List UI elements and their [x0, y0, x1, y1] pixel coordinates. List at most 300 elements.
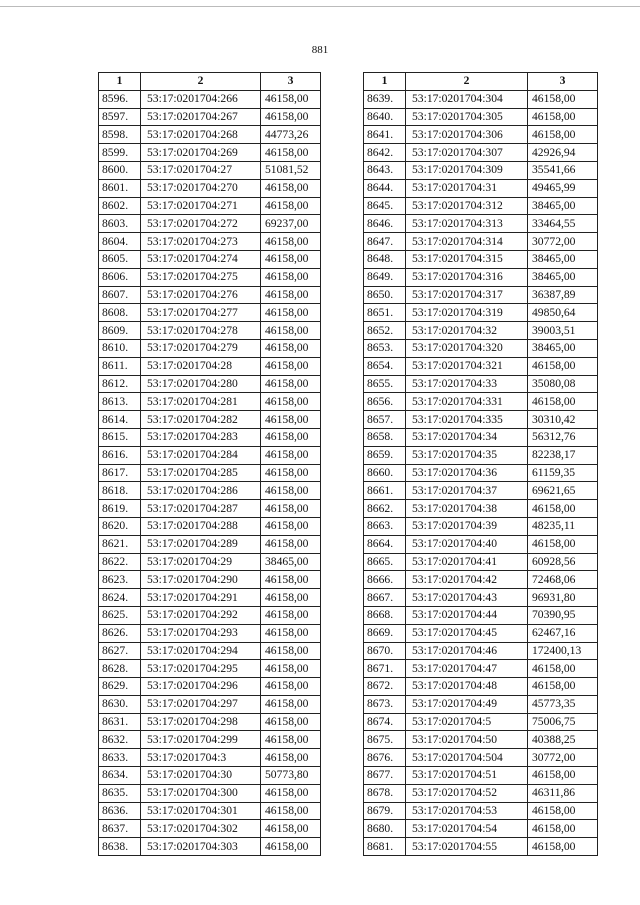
- left-header-col-2: 2: [141, 73, 261, 91]
- table-row: [364, 517, 598, 535]
- right-table: [363, 72, 598, 856]
- cadastral-value: 49850,64: [528, 304, 598, 322]
- table-row: [99, 197, 321, 215]
- cadastral-number: 53:17:0201704:321: [406, 357, 528, 375]
- row-number: 8654.: [364, 357, 406, 375]
- row-number: 8625.: [99, 606, 141, 624]
- table-row: [364, 820, 598, 838]
- cadastral-value: 46158,00: [528, 90, 598, 108]
- cadastral-value: 75006,75: [528, 713, 598, 731]
- row-number: 8673.: [364, 695, 406, 713]
- row-number: 8634.: [99, 767, 141, 785]
- cadastral-value: 172400,13: [528, 642, 598, 660]
- table-row: [364, 553, 598, 571]
- table-row: [364, 446, 598, 464]
- row-number: 8644.: [364, 179, 406, 197]
- row-number: 8668.: [364, 606, 406, 624]
- cadastral-value: 46158,00: [528, 678, 598, 696]
- cadastral-number: 53:17:0201704:32: [406, 322, 528, 340]
- cadastral-value: 46158,00: [261, 500, 321, 518]
- cadastral-number: 53:17:0201704:43: [406, 589, 528, 607]
- table-row: [364, 197, 598, 215]
- cadastral-number: 53:17:0201704:285: [141, 464, 261, 482]
- row-number: 8677.: [364, 767, 406, 785]
- row-number: 8630.: [99, 695, 141, 713]
- row-number: 8658.: [364, 428, 406, 446]
- row-number: 8663.: [364, 517, 406, 535]
- table-row: [364, 571, 598, 589]
- left-header-col-1: 1: [99, 73, 141, 91]
- row-number: 8680.: [364, 820, 406, 838]
- table-row: [99, 624, 321, 642]
- cadastral-number: 53:17:0201704:34: [406, 428, 528, 446]
- cadastral-value: 46158,00: [528, 108, 598, 126]
- cadastral-value: 46158,00: [261, 411, 321, 429]
- table-row: [364, 428, 598, 446]
- table-row: [99, 126, 321, 144]
- table-row: [364, 624, 598, 642]
- table-row: [99, 695, 321, 713]
- cadastral-number: 53:17:0201704:272: [141, 215, 261, 233]
- cadastral-value: 46158,00: [528, 357, 598, 375]
- cadastral-number: 53:17:0201704:44: [406, 606, 528, 624]
- cadastral-value: 96931,80: [528, 589, 598, 607]
- cadastral-value: 46158,00: [261, 304, 321, 322]
- table-row: [99, 286, 321, 304]
- row-number: 8627.: [99, 642, 141, 660]
- row-number: 8656.: [364, 393, 406, 411]
- cadastral-value: 46158,00: [261, 446, 321, 464]
- cadastral-number: 53:17:0201704:275: [141, 268, 261, 286]
- row-number: 8678.: [364, 784, 406, 802]
- table-row: [364, 642, 598, 660]
- table-row: [364, 767, 598, 785]
- cadastral-number: 53:17:0201704:299: [141, 731, 261, 749]
- table-row: [364, 126, 598, 144]
- row-number: 8652.: [364, 322, 406, 340]
- cadastral-value: 46158,00: [261, 535, 321, 553]
- row-number: 8640.: [364, 108, 406, 126]
- row-number: 8615.: [99, 428, 141, 446]
- row-number: 8666.: [364, 571, 406, 589]
- cadastral-number: 53:17:0201704:304: [406, 90, 528, 108]
- row-number: 8606.: [99, 268, 141, 286]
- cadastral-value: 46158,00: [261, 482, 321, 500]
- table-row: [364, 250, 598, 268]
- cadastral-value: 30310,42: [528, 411, 598, 429]
- cadastral-value: 35541,66: [528, 161, 598, 179]
- row-number: 8648.: [364, 250, 406, 268]
- row-number: 8651.: [364, 304, 406, 322]
- cadastral-number: 53:17:0201704:316: [406, 268, 528, 286]
- cadastral-value: 46158,00: [528, 393, 598, 411]
- table-row: [99, 215, 321, 233]
- table-row: [99, 500, 321, 518]
- cadastral-number: 53:17:0201704:36: [406, 464, 528, 482]
- cadastral-value: 50773,80: [261, 767, 321, 785]
- cadastral-number: 53:17:0201704:294: [141, 642, 261, 660]
- cadastral-value: 46158,00: [528, 767, 598, 785]
- cadastral-value: 46158,00: [261, 802, 321, 820]
- cadastral-number: 53:17:0201704:290: [141, 571, 261, 589]
- cadastral-number: 53:17:0201704:270: [141, 179, 261, 197]
- cadastral-value: 44773,26: [261, 126, 321, 144]
- table-row: [99, 838, 321, 856]
- table-row: [99, 179, 321, 197]
- cadastral-value: 46158,00: [528, 820, 598, 838]
- cadastral-value: 51081,52: [261, 161, 321, 179]
- cadastral-number: 53:17:0201704:46: [406, 642, 528, 660]
- row-number: 8664.: [364, 535, 406, 553]
- cadastral-value: 46158,00: [261, 678, 321, 696]
- cadastral-number: 53:17:0201704:27: [141, 161, 261, 179]
- cadastral-value: 46158,00: [261, 250, 321, 268]
- table-row: [364, 660, 598, 678]
- cadastral-number: 53:17:0201704:30: [141, 767, 261, 785]
- cadastral-value: 46158,00: [261, 517, 321, 535]
- table-row: [364, 749, 598, 767]
- table-row: [99, 482, 321, 500]
- table-row: [99, 375, 321, 393]
- table-row: [99, 678, 321, 696]
- cadastral-number: 53:17:0201704:319: [406, 304, 528, 322]
- cadastral-value: 61159,35: [528, 464, 598, 482]
- cadastral-value: 35080,08: [528, 375, 598, 393]
- cadastral-number: 53:17:0201704:331: [406, 393, 528, 411]
- row-number: 8613.: [99, 393, 141, 411]
- table-row: [364, 90, 598, 108]
- row-number: 8641.: [364, 126, 406, 144]
- table-row: [99, 393, 321, 411]
- cadastral-value: 46158,00: [261, 713, 321, 731]
- table-row: [99, 535, 321, 553]
- row-number: 8626.: [99, 624, 141, 642]
- cadastral-number: 53:17:0201704:296: [141, 678, 261, 696]
- table-row: [364, 339, 598, 357]
- cadastral-number: 53:17:0201704:39: [406, 517, 528, 535]
- cadastral-value: 46158,00: [261, 268, 321, 286]
- cadastral-value: 46158,00: [261, 357, 321, 375]
- cadastral-number: 53:17:0201704:281: [141, 393, 261, 411]
- cadastral-number: 53:17:0201704:313: [406, 215, 528, 233]
- left-table: [98, 72, 321, 856]
- row-number: 8602.: [99, 197, 141, 215]
- row-number: 8599.: [99, 144, 141, 162]
- cadastral-value: 30772,00: [528, 749, 598, 767]
- table-row: [99, 108, 321, 126]
- cadastral-number: 53:17:0201704:287: [141, 500, 261, 518]
- table-row: [364, 464, 598, 482]
- cadastral-value: 72468,06: [528, 571, 598, 589]
- table-row: [99, 731, 321, 749]
- cadastral-number: 53:17:0201704:54: [406, 820, 528, 838]
- cadastral-number: 53:17:0201704:302: [141, 820, 261, 838]
- table-row: [364, 784, 598, 802]
- cadastral-number: 53:17:0201704:277: [141, 304, 261, 322]
- row-number: 8661.: [364, 482, 406, 500]
- table-row: [99, 767, 321, 785]
- table-row: [99, 446, 321, 464]
- cadastral-number: 53:17:0201704:45: [406, 624, 528, 642]
- cadastral-value: 46158,00: [261, 393, 321, 411]
- cadastral-value: 46158,00: [528, 838, 598, 856]
- row-number: 8623.: [99, 571, 141, 589]
- row-number: 8669.: [364, 624, 406, 642]
- row-number: 8675.: [364, 731, 406, 749]
- row-number: 8621.: [99, 535, 141, 553]
- cadastral-value: 60928,56: [528, 553, 598, 571]
- table-row: [99, 339, 321, 357]
- table-row: [99, 90, 321, 108]
- cadastral-value: 46158,00: [528, 660, 598, 678]
- cadastral-value: 46158,00: [261, 108, 321, 126]
- cadastral-number: 53:17:0201704:271: [141, 197, 261, 215]
- row-number: 8616.: [99, 446, 141, 464]
- cadastral-number: 53:17:0201704:300: [141, 784, 261, 802]
- table-row: [364, 393, 598, 411]
- cadastral-value: 39003,51: [528, 322, 598, 340]
- table-row: [99, 411, 321, 429]
- cadastral-value: 46158,00: [528, 126, 598, 144]
- cadastral-number: 53:17:0201704:284: [141, 446, 261, 464]
- cadastral-number: 53:17:0201704:292: [141, 606, 261, 624]
- cadastral-value: 46311,86: [528, 784, 598, 802]
- table-row: [99, 784, 321, 802]
- cadastral-value: 45773,35: [528, 695, 598, 713]
- table-row: [364, 589, 598, 607]
- cadastral-number: 53:17:0201704:288: [141, 517, 261, 535]
- table-row: [99, 553, 321, 571]
- table-row: [99, 571, 321, 589]
- cadastral-value: 30772,00: [528, 233, 598, 251]
- cadastral-value: 46158,00: [261, 606, 321, 624]
- cadastral-value: 46158,00: [261, 784, 321, 802]
- table-row: [99, 660, 321, 678]
- cadastral-number: 53:17:0201704:278: [141, 322, 261, 340]
- table-row: [364, 108, 598, 126]
- table-row: [99, 642, 321, 660]
- table-row: [364, 161, 598, 179]
- cadastral-number: 53:17:0201704:298: [141, 713, 261, 731]
- cadastral-number: 53:17:0201704:309: [406, 161, 528, 179]
- cadastral-number: 53:17:0201704:279: [141, 339, 261, 357]
- cadastral-value: 38465,00: [528, 268, 598, 286]
- table-row: [364, 357, 598, 375]
- cadastral-number: 53:17:0201704:312: [406, 197, 528, 215]
- cadastral-value: 46158,00: [261, 749, 321, 767]
- cadastral-value: 69237,00: [261, 215, 321, 233]
- cadastral-value: 46158,00: [261, 375, 321, 393]
- left-table-body: [99, 90, 321, 855]
- cadastral-value: 46158,00: [261, 197, 321, 215]
- cadastral-number: 53:17:0201704:282: [141, 411, 261, 429]
- cadastral-number: 53:17:0201704:283: [141, 428, 261, 446]
- left-table-header-row: [99, 73, 321, 91]
- row-number: 8681.: [364, 838, 406, 856]
- cadastral-number: 53:17:0201704:41: [406, 553, 528, 571]
- right-header-col-1: 1: [364, 73, 406, 91]
- table-row: [364, 731, 598, 749]
- cadastral-value: 38465,00: [528, 197, 598, 215]
- cadastral-value: 46158,00: [528, 500, 598, 518]
- row-number: 8620.: [99, 517, 141, 535]
- row-number: 8629.: [99, 678, 141, 696]
- cadastral-value: 46158,00: [528, 535, 598, 553]
- cadastral-number: 53:17:0201704:280: [141, 375, 261, 393]
- row-number: 8674.: [364, 713, 406, 731]
- row-number: 8605.: [99, 250, 141, 268]
- table-row: [99, 428, 321, 446]
- row-number: 8622.: [99, 553, 141, 571]
- table-row: [364, 482, 598, 500]
- cadastral-value: 42926,94: [528, 144, 598, 162]
- row-number: 8637.: [99, 820, 141, 838]
- table-row: [99, 357, 321, 375]
- row-number: 8653.: [364, 339, 406, 357]
- cadastral-value: 46158,00: [261, 339, 321, 357]
- cadastral-number: 53:17:0201704:504: [406, 749, 528, 767]
- cadastral-value: 46158,00: [261, 428, 321, 446]
- cadastral-number: 53:17:0201704:317: [406, 286, 528, 304]
- cadastral-value: 46158,00: [261, 589, 321, 607]
- table-row: [364, 233, 598, 251]
- table-row: [364, 838, 598, 856]
- cadastral-value: 56312,76: [528, 428, 598, 446]
- row-number: 8607.: [99, 286, 141, 304]
- row-number: 8665.: [364, 553, 406, 571]
- right-table-body: [364, 90, 598, 855]
- row-number: 8635.: [99, 784, 141, 802]
- row-number: 8617.: [99, 464, 141, 482]
- cadastral-number: 53:17:0201704:274: [141, 250, 261, 268]
- cadastral-number: 53:17:0201704:315: [406, 250, 528, 268]
- cadastral-value: 46158,00: [261, 571, 321, 589]
- cadastral-number: 53:17:0201704:3: [141, 749, 261, 767]
- table-row: [99, 606, 321, 624]
- cadastral-value: 46158,00: [261, 286, 321, 304]
- table-row: [364, 802, 598, 820]
- row-number: 8596.: [99, 90, 141, 108]
- row-number: 8647.: [364, 233, 406, 251]
- cadastral-number: 53:17:0201704:28: [141, 357, 261, 375]
- row-number: 8655.: [364, 375, 406, 393]
- cadastral-number: 53:17:0201704:320: [406, 339, 528, 357]
- table-row: [99, 517, 321, 535]
- cadastral-number: 53:17:0201704:37: [406, 482, 528, 500]
- row-number: 8611.: [99, 357, 141, 375]
- cadastral-value: 46158,00: [261, 642, 321, 660]
- row-number: 8642.: [364, 144, 406, 162]
- row-number: 8650.: [364, 286, 406, 304]
- cadastral-number: 53:17:0201704:48: [406, 678, 528, 696]
- cadastral-number: 53:17:0201704:289: [141, 535, 261, 553]
- table-row: [99, 802, 321, 820]
- cadastral-value: 46158,00: [261, 624, 321, 642]
- cadastral-number: 53:17:0201704:269: [141, 144, 261, 162]
- row-number: 8624.: [99, 589, 141, 607]
- cadastral-number: 53:17:0201704:303: [141, 838, 261, 856]
- row-number: 8679.: [364, 802, 406, 820]
- table-row: [364, 215, 598, 233]
- cadastral-value: 69621,65: [528, 482, 598, 500]
- table-row: [364, 144, 598, 162]
- row-number: 8612.: [99, 375, 141, 393]
- row-number: 8649.: [364, 268, 406, 286]
- cadastral-number: 53:17:0201704:268: [141, 126, 261, 144]
- cadastral-number: 53:17:0201704:53: [406, 802, 528, 820]
- row-number: 8608.: [99, 304, 141, 322]
- cadastral-value: 36387,89: [528, 286, 598, 304]
- cadastral-number: 53:17:0201704:35: [406, 446, 528, 464]
- cadastral-value: 38465,00: [528, 339, 598, 357]
- row-number: 8645.: [364, 197, 406, 215]
- cadastral-value: 46158,00: [261, 144, 321, 162]
- cadastral-value: 46158,00: [261, 731, 321, 749]
- cadastral-number: 53:17:0201704:286: [141, 482, 261, 500]
- cadastral-value: 40388,25: [528, 731, 598, 749]
- table-row: [99, 268, 321, 286]
- cadastral-number: 53:17:0201704:47: [406, 660, 528, 678]
- cadastral-value: 46158,00: [261, 695, 321, 713]
- row-number: 8628.: [99, 660, 141, 678]
- table-row: [364, 606, 598, 624]
- cadastral-value: 82238,17: [528, 446, 598, 464]
- cadastral-number: 53:17:0201704:276: [141, 286, 261, 304]
- row-number: 8619.: [99, 500, 141, 518]
- cadastral-number: 53:17:0201704:273: [141, 233, 261, 251]
- cadastral-value: 49465,99: [528, 179, 598, 197]
- table-row: [99, 713, 321, 731]
- row-number: 8636.: [99, 802, 141, 820]
- cadastral-number: 53:17:0201704:40: [406, 535, 528, 553]
- cadastral-number: 53:17:0201704:31: [406, 179, 528, 197]
- row-number: 8631.: [99, 713, 141, 731]
- table-row: [364, 535, 598, 553]
- cadastral-value: 46158,00: [528, 802, 598, 820]
- row-number: 8603.: [99, 215, 141, 233]
- cadastral-value: 70390,95: [528, 606, 598, 624]
- table-row: [99, 322, 321, 340]
- row-number: 8610.: [99, 339, 141, 357]
- cadastral-number: 53:17:0201704:301: [141, 802, 261, 820]
- left-header-col-3: 3: [261, 73, 321, 91]
- cadastral-value: 46158,00: [261, 90, 321, 108]
- table-row: [364, 286, 598, 304]
- table-row: [364, 695, 598, 713]
- cadastral-number: 53:17:0201704:52: [406, 784, 528, 802]
- row-number: 8676.: [364, 749, 406, 767]
- row-number: 8671.: [364, 660, 406, 678]
- cadastral-number: 53:17:0201704:42: [406, 571, 528, 589]
- row-number: 8601.: [99, 179, 141, 197]
- table-row: [99, 589, 321, 607]
- cadastral-number: 53:17:0201704:50: [406, 731, 528, 749]
- cadastral-value: 46158,00: [261, 233, 321, 251]
- cadastral-number: 53:17:0201704:38: [406, 500, 528, 518]
- cadastral-value: 38465,00: [261, 553, 321, 571]
- row-number: 8614.: [99, 411, 141, 429]
- row-number: 8639.: [364, 90, 406, 108]
- cadastral-value: 33464,55: [528, 215, 598, 233]
- table-row: [364, 678, 598, 696]
- table-row: [99, 144, 321, 162]
- cadastral-value: 46158,00: [261, 660, 321, 678]
- cadastral-number: 53:17:0201704:55: [406, 838, 528, 856]
- cadastral-value: 46158,00: [261, 820, 321, 838]
- row-number: 8657.: [364, 411, 406, 429]
- row-number: 8600.: [99, 161, 141, 179]
- table-row: [99, 250, 321, 268]
